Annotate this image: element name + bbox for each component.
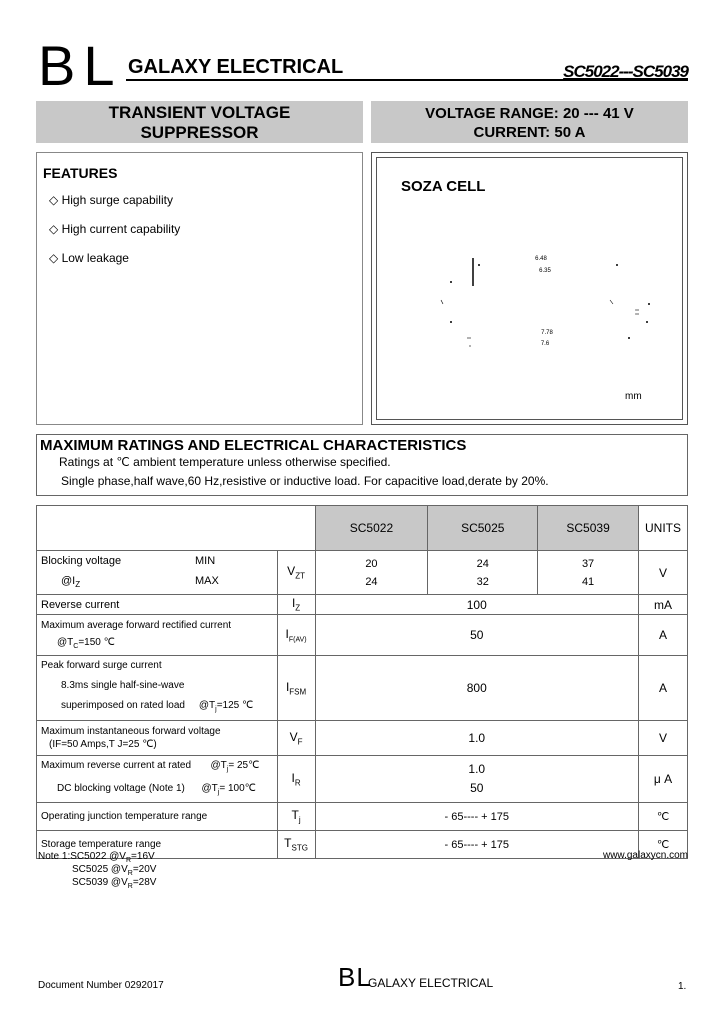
diamond-icon: ◇ — [49, 193, 59, 207]
dim-label-3: 7.78 — [541, 330, 553, 336]
header-units: UNITS — [638, 506, 687, 551]
company-name: GALAXY ELECTRICAL — [128, 56, 344, 78]
soza-dimension-drawing — [377, 158, 684, 421]
table-row: Storage temperature range $T_{STG}$ - 65---- + 175 ℃ — [37, 831, 688, 859]
title-line-1: TRANSIENT VOLTAGE — [108, 103, 291, 122]
table-row: Maximum instantaneous forward voltage (IF=50 Amps,T J=25 ℃) $V_F$ 1.0 V — [37, 721, 688, 756]
ratings-line-2: Single phase,half wave,60 Hz,resistive or inductive load. For capacitive load,derate by 20%. — [61, 474, 549, 488]
soza-cell-box — [371, 152, 688, 425]
website-link[interactable]: www.galaxycn.com — [602, 850, 688, 861]
symbol-vzt: $V_{ZT}$ — [277, 551, 315, 595]
note-2: SC5025 $@V_R=20V$ — [72, 864, 157, 877]
footer-logo: BL — [338, 962, 372, 992]
title-line-2: SUPPRESSOR — [140, 123, 259, 142]
document-number: Document Number 0292017 — [38, 980, 164, 991]
dim-label-1: 6.48 — [535, 256, 547, 262]
current-rating: CURRENT: 50 A — [473, 124, 586, 141]
note-1: Note 1:SC5022 $@V_R=16V$ — [38, 851, 155, 864]
table-row: Peak forward surge current 8.3ms single half-sine-wave superimposed on rated load $@T_j=125$ ℃ $I_{FSM}$ 800 A — [37, 656, 688, 721]
table-row: Maximum reverse current at rated $@T_j=$ 25℃ DC blocking voltage (Note 1) $@T_j=$ 100℃ $I_R$ 1.0 50 μ A — [37, 756, 688, 803]
range-box — [371, 101, 688, 143]
header-sc5025: SC5025 — [428, 506, 538, 551]
header-sc5039: SC5039 — [538, 506, 639, 551]
table-row: Blocking voltage MIN $@I_Z$ MAX $V_{ZT}$ 20 24 24 32 37 41 V — [37, 551, 688, 595]
spec-table — [36, 505, 688, 859]
page-number: 1. — [678, 981, 687, 992]
note-3: SC5039 $@V_R=28V$ — [72, 877, 157, 890]
table-header-row — [37, 506, 688, 551]
table-row: Maximum average forward rectified current $@T_C=150$ ℃ $I_{F(AV)}$ 50 A — [37, 615, 688, 656]
ratings-title: MAXIMUM RATINGS AND ELECTRICAL CHARACTERISTICS — [40, 437, 467, 454]
unit-label: mm — [625, 391, 642, 402]
diamond-icon: ◇ — [49, 251, 59, 265]
logo-bl: BL — [38, 34, 123, 97]
footer-company: GALAXY ELECTRICAL — [368, 976, 494, 990]
dim-label-4: 7.6 — [540, 341, 550, 347]
part-range: SC5022---SC5039 — [563, 62, 688, 81]
header-sc5022: SC5022 — [315, 506, 428, 551]
table-row: Reverse current $I_Z$ 100 mA — [37, 595, 688, 615]
ratings-box — [36, 434, 688, 496]
feature-item: ◇ Low leakage — [49, 251, 129, 265]
title-box — [36, 101, 363, 143]
ratings-line-1: Ratings at ℃ ambient temperature unless otherwise specified. — [59, 455, 391, 469]
dim-label-2: 6.35 — [539, 268, 551, 274]
table-row: Operating junction temperature range $T_j$ - 65---- + 175 ℃ — [37, 803, 688, 831]
features-title: FEATURES — [43, 165, 118, 181]
voltage-range: VOLTAGE RANGE: 20 --- 41 V — [425, 105, 634, 122]
features-box — [36, 152, 363, 425]
diamond-icon: ◇ — [49, 222, 59, 236]
soza-inner-frame — [376, 157, 683, 420]
feature-item: ◇ High current capability — [49, 222, 181, 236]
soza-title: SOZA CELL — [401, 178, 486, 195]
feature-item: ◇ High surge capability — [49, 193, 173, 207]
